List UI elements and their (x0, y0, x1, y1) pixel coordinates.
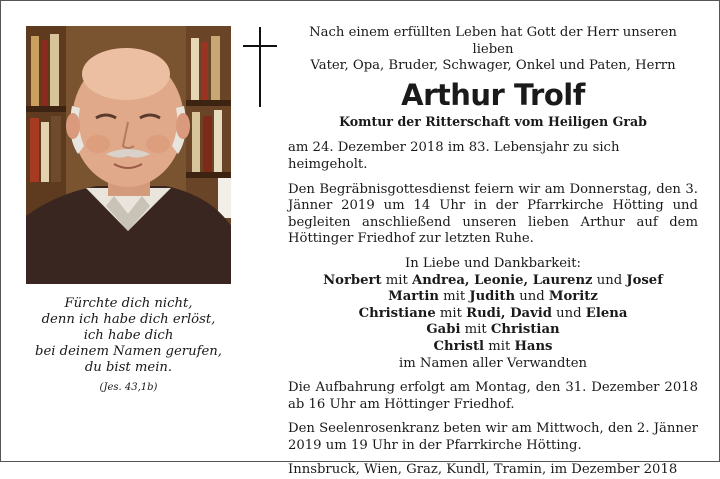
verse-line: Fürchte dich nicht, (64, 296, 193, 311)
mourner-line: Christl mit Hans (433, 338, 553, 354)
mourner-line: Martin mit Judith und Moritz (388, 289, 598, 305)
cross-icon (243, 27, 277, 107)
verse-line: ich habe dich (83, 328, 174, 343)
deceased-name: Arthur Trolf (401, 77, 585, 112)
mourners-heading: In Liebe und Dankbarkeit: (404, 255, 582, 271)
notice-text (288, 25, 698, 479)
places-and-date: Innsbruck, Wien, Graz, Kundl, Tramin, im Dezember 2018 (288, 462, 678, 478)
intro-line-1: Nach einem erfüllten Leben hat Gott der Herr unseren lieben (309, 25, 677, 57)
mourner-line: Christiane mit Rudi, David und Elena (358, 305, 628, 321)
mourner-line: Gabi mit Christian (426, 322, 560, 338)
mourners-closing: im Namen aller Verwandten (398, 355, 587, 371)
rosary-info: Den Seelenrosenkranz beten wir am Mittwoch, den 2. Jänner 2019 um 19 Uhr in der Pfarrkirche Hötting. (288, 421, 698, 453)
intro-line-2: Vater, Opa, Bruder, Schwager, Onkel und Paten, Herrn (310, 58, 676, 74)
verse-line: bei deinem Namen gerufen, (35, 344, 222, 359)
death-notice: am 24. Dezember 2018 im 83. Lebensjahr zu sich heimgeholt. (288, 140, 620, 172)
verse-line: denn ich habe dich erlöst, (41, 312, 216, 327)
portrait-photo (26, 26, 231, 284)
deceased-title: Komtur der Ritterschaft vom Heiligen Grab (339, 113, 647, 129)
verse-reference: (Jes. 43,1b) (99, 382, 158, 393)
viewing-info: Die Aufbahrung erfolgt am Montag, den 31. Dezember 2018 ab 16 Uhr am Höttinger Friedhof. (288, 380, 698, 412)
portrait-image (26, 26, 231, 284)
mourners-list (288, 256, 698, 372)
mourner-line: Norbert mit Andrea, Leonie, Laurenz und Josef (323, 272, 663, 288)
bible-verse (26, 296, 231, 396)
verse-line: du bist mein. (84, 360, 173, 375)
funeral-info: Den Begräbnisgottesdienst feiern wir am Donnerstag, den 3. Jänner 2019 um 14 Uhr in der Pfarrkirche Hötting und begleiten anschließend unseren lieben Arthur auf dem Höttinger Friedhof zur letzten Ruhe. (288, 181, 698, 247)
